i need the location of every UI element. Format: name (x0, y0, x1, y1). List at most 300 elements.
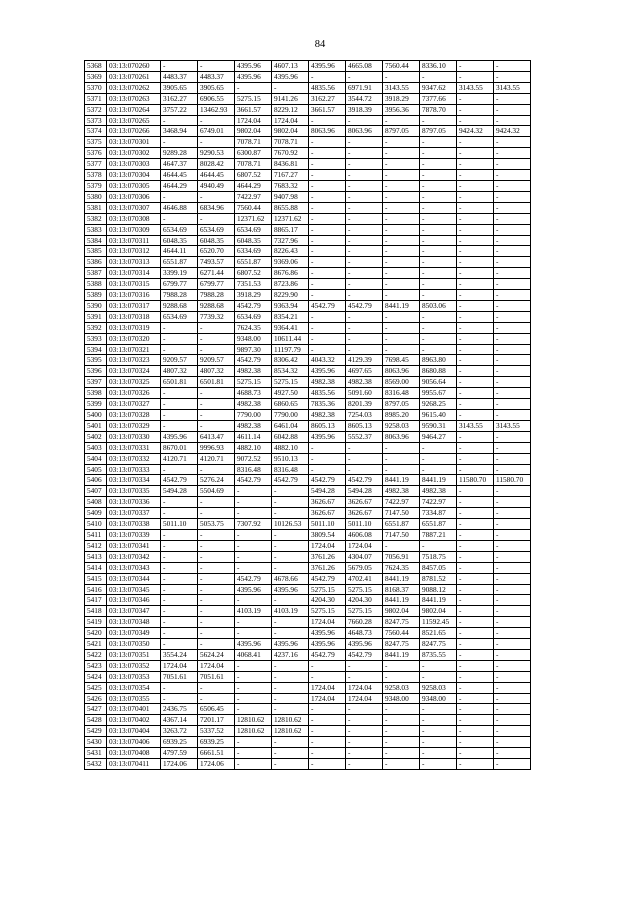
value-cell: - (494, 148, 531, 159)
value-cell: 4542.79 (235, 300, 272, 311)
value-cell: 6971.91 (346, 82, 383, 93)
value-cell: 4542.79 (346, 475, 383, 486)
value-cell: - (161, 682, 198, 693)
value-cell: - (309, 235, 346, 246)
value-cell: - (383, 759, 420, 770)
value-cell: - (272, 759, 309, 770)
value-cell: 6939.25 (161, 737, 198, 748)
value-cell: - (457, 715, 494, 726)
value-cell: - (457, 606, 494, 617)
value-cell: 8247.75 (383, 639, 420, 650)
value-cell: - (494, 431, 531, 442)
table-row (85, 573, 531, 584)
value-cell: 4835.56 (309, 388, 346, 399)
code-cell: 03:13:070336 (107, 497, 161, 508)
value-cell: - (346, 246, 383, 257)
row-number-cell: 5431 (85, 748, 107, 759)
value-cell: 6807.52 (235, 268, 272, 279)
table-row (85, 519, 531, 530)
value-cell: 8354.21 (272, 311, 309, 322)
value-cell: - (161, 322, 198, 333)
value-cell: 4483.37 (161, 71, 198, 82)
value-cell: 4606.08 (346, 529, 383, 540)
value-cell: 3162.27 (309, 93, 346, 104)
value-cell: 7790.00 (235, 410, 272, 421)
value-cell: - (346, 202, 383, 213)
row-number-cell: 5387 (85, 268, 107, 279)
value-cell: - (198, 61, 235, 72)
value-cell: 3956.36 (383, 104, 420, 115)
value-cell: 3626.67 (346, 497, 383, 508)
value-cell: 9288.68 (161, 300, 198, 311)
value-cell: - (198, 399, 235, 410)
value-cell: - (346, 464, 383, 475)
value-cell: - (346, 737, 383, 748)
value-cell: - (494, 628, 531, 639)
value-cell: - (457, 540, 494, 551)
row-number-cell: 5392 (85, 322, 107, 333)
value-cell: 8797.05 (383, 399, 420, 410)
value-cell: - (309, 759, 346, 770)
value-cell: - (457, 497, 494, 508)
value-cell: 7307.92 (235, 519, 272, 530)
row-number-cell: 5390 (85, 300, 107, 311)
value-cell: 4982.38 (420, 486, 457, 497)
value-cell: - (346, 671, 383, 682)
table-row (85, 61, 531, 72)
value-cell: - (457, 191, 494, 202)
table-row (85, 93, 531, 104)
value-cell: 7560.44 (383, 628, 420, 639)
value-cell: - (457, 562, 494, 573)
table-row (85, 682, 531, 693)
value-cell: - (346, 726, 383, 737)
value-cell: - (383, 715, 420, 726)
value-cell: - (235, 529, 272, 540)
value-cell: - (161, 595, 198, 606)
value-cell: 8441.19 (383, 475, 420, 486)
row-number-cell: 5380 (85, 191, 107, 202)
value-cell: 7078.71 (272, 137, 309, 148)
value-cell: 8569.00 (383, 377, 420, 388)
value-cell: 7201.17 (198, 715, 235, 726)
table-body (85, 61, 531, 770)
row-number-cell: 5420 (85, 628, 107, 639)
code-cell: 03:13:070265 (107, 115, 161, 126)
value-cell: - (198, 344, 235, 355)
row-number-cell: 5429 (85, 726, 107, 737)
row-number-cell: 5412 (85, 540, 107, 551)
table-row (85, 246, 531, 257)
value-cell: - (235, 508, 272, 519)
value-cell: 4982.38 (235, 366, 272, 377)
value-cell: - (346, 224, 383, 235)
value-cell: - (420, 257, 457, 268)
value-cell: - (161, 191, 198, 202)
table-row (85, 606, 531, 617)
code-cell: 03:13:070327 (107, 399, 161, 410)
value-cell: 5275.15 (309, 584, 346, 595)
table-row (85, 257, 531, 268)
value-cell: - (235, 682, 272, 693)
value-cell: 12371.62 (235, 213, 272, 224)
value-cell: 7670.92 (272, 148, 309, 159)
value-cell: - (309, 660, 346, 671)
value-cell: 7167.27 (272, 170, 309, 181)
value-cell: - (161, 213, 198, 224)
value-cell: - (457, 704, 494, 715)
code-cell: 03:13:070304 (107, 170, 161, 181)
value-cell: - (272, 529, 309, 540)
value-cell: - (235, 759, 272, 770)
value-cell: - (420, 290, 457, 301)
value-cell: 7988.28 (198, 290, 235, 301)
code-cell: 03:13:070318 (107, 311, 161, 322)
value-cell: 4395.96 (235, 61, 272, 72)
value-cell: - (494, 508, 531, 519)
value-cell: 9056.64 (420, 377, 457, 388)
value-cell: - (420, 268, 457, 279)
value-cell: - (198, 508, 235, 519)
value-cell: 11592.45 (420, 617, 457, 628)
value-cell: - (309, 191, 346, 202)
code-cell: 03:13:070261 (107, 71, 161, 82)
row-number-cell: 5418 (85, 606, 107, 617)
value-cell: 5275.15 (272, 377, 309, 388)
value-cell: - (198, 420, 235, 431)
value-cell: 1724.04 (272, 115, 309, 126)
value-cell: - (457, 279, 494, 290)
value-cell: 6534.69 (235, 311, 272, 322)
value-cell: - (272, 660, 309, 671)
value-cell: 8028.42 (198, 159, 235, 170)
value-cell: - (457, 366, 494, 377)
value-cell: - (457, 104, 494, 115)
value-cell: 8063.96 (383, 366, 420, 377)
value-cell: - (494, 235, 531, 246)
value-cell: 8063.96 (309, 126, 346, 137)
value-cell: - (198, 573, 235, 584)
value-cell: 4103.19 (272, 606, 309, 617)
value-cell: 4542.79 (235, 355, 272, 366)
value-cell: - (383, 148, 420, 159)
value-cell: - (198, 137, 235, 148)
value-cell: 5091.60 (346, 388, 383, 399)
value-cell: 4644.29 (235, 180, 272, 191)
value-cell: - (309, 71, 346, 82)
value-cell: 11580.70 (457, 475, 494, 486)
value-cell: - (420, 464, 457, 475)
value-cell: 9996.93 (198, 442, 235, 453)
code-cell: 03:13:070350 (107, 639, 161, 650)
value-cell: - (235, 82, 272, 93)
value-cell: - (457, 759, 494, 770)
value-cell: 6048.35 (198, 235, 235, 246)
value-cell: - (494, 246, 531, 257)
value-cell: - (457, 115, 494, 126)
value-cell: 2436.75 (161, 704, 198, 715)
value-cell: - (161, 344, 198, 355)
value-cell: 13462.93 (198, 104, 235, 115)
value-cell: 6939.25 (198, 737, 235, 748)
value-cell: - (457, 639, 494, 650)
value-cell: - (457, 170, 494, 181)
value-cell: - (346, 71, 383, 82)
code-cell: 03:13:070316 (107, 290, 161, 301)
value-cell: - (420, 279, 457, 290)
row-number-cell: 5406 (85, 475, 107, 486)
value-cell: - (494, 671, 531, 682)
value-cell: 4120.71 (198, 453, 235, 464)
value-cell: 3661.57 (235, 104, 272, 115)
value-cell: 8247.75 (420, 639, 457, 650)
value-cell: 4204.30 (309, 595, 346, 606)
code-cell: 03:13:070311 (107, 235, 161, 246)
row-number-cell: 5405 (85, 464, 107, 475)
value-cell: 3143.55 (494, 420, 531, 431)
value-cell: 8441.19 (420, 595, 457, 606)
value-cell: - (309, 279, 346, 290)
value-cell: 4204.30 (346, 595, 383, 606)
value-cell: - (494, 257, 531, 268)
value-cell: - (457, 431, 494, 442)
value-cell: 9288.68 (198, 300, 235, 311)
value-cell: 7422.97 (235, 191, 272, 202)
value-cell: 9802.04 (420, 606, 457, 617)
table-row (85, 290, 531, 301)
value-cell: - (309, 737, 346, 748)
value-cell: - (457, 290, 494, 301)
value-cell: - (383, 442, 420, 453)
value-cell: 7056.91 (383, 551, 420, 562)
value-cell: - (457, 693, 494, 704)
value-cell: - (309, 322, 346, 333)
value-cell: - (420, 170, 457, 181)
value-cell: - (161, 410, 198, 421)
code-cell: 03:13:070302 (107, 148, 161, 159)
value-cell: - (161, 551, 198, 562)
row-number-cell: 5402 (85, 431, 107, 442)
table-row (85, 180, 531, 191)
value-cell: 8436.81 (272, 159, 309, 170)
table-row (85, 715, 531, 726)
value-cell: 4542.79 (309, 649, 346, 660)
value-cell: - (198, 682, 235, 693)
value-cell: 5275.15 (309, 606, 346, 617)
value-cell: 9802.04 (235, 126, 272, 137)
value-cell: - (457, 442, 494, 453)
value-cell: - (494, 377, 531, 388)
value-cell: - (383, 257, 420, 268)
value-cell: - (457, 268, 494, 279)
value-cell: 8229.90 (272, 290, 309, 301)
value-cell: - (383, 322, 420, 333)
value-cell: - (235, 693, 272, 704)
value-cell: 6501.81 (161, 377, 198, 388)
value-cell: 10611.44 (272, 333, 309, 344)
value-cell: - (161, 420, 198, 431)
value-cell: - (494, 442, 531, 453)
code-cell: 03:13:070343 (107, 562, 161, 573)
value-cell: 4395.96 (235, 584, 272, 595)
value-cell: 4835.56 (309, 82, 346, 93)
value-cell: - (420, 246, 457, 257)
code-cell: 03:13:070262 (107, 82, 161, 93)
value-cell: 12810.62 (235, 715, 272, 726)
value-cell: 6048.35 (235, 235, 272, 246)
value-cell: - (309, 671, 346, 682)
table-row (85, 344, 531, 355)
value-cell: - (420, 715, 457, 726)
table-row (85, 726, 531, 737)
value-cell: 3143.55 (383, 82, 420, 93)
value-cell: 4882.10 (235, 442, 272, 453)
row-number-cell: 5409 (85, 508, 107, 519)
value-cell: - (420, 333, 457, 344)
value-cell: - (457, 388, 494, 399)
value-cell: 8797.05 (383, 126, 420, 137)
value-cell: 8316.48 (383, 388, 420, 399)
table-row (85, 126, 531, 137)
row-number-cell: 5395 (85, 355, 107, 366)
value-cell: 12810.62 (272, 715, 309, 726)
value-cell: 6520.70 (198, 246, 235, 257)
value-cell: 12810.62 (235, 726, 272, 737)
value-cell: 4395.96 (346, 639, 383, 650)
value-cell: 4644.11 (161, 246, 198, 257)
value-cell: - (383, 671, 420, 682)
value-cell: 9464.27 (420, 431, 457, 442)
value-cell: 11197.79 (272, 344, 309, 355)
value-cell: 9615.40 (420, 410, 457, 421)
value-cell: 1724.04 (309, 693, 346, 704)
value-cell: 7683.32 (272, 180, 309, 191)
value-cell: - (494, 213, 531, 224)
value-cell: 4542.79 (309, 573, 346, 584)
value-cell: - (457, 464, 494, 475)
value-cell: - (420, 235, 457, 246)
value-cell: 7493.57 (198, 257, 235, 268)
code-cell: 03:13:070301 (107, 137, 161, 148)
value-cell: 5494.28 (161, 486, 198, 497)
value-cell: 8503.06 (420, 300, 457, 311)
value-cell: 4927.50 (272, 388, 309, 399)
value-cell: 4982.38 (383, 486, 420, 497)
table-row (85, 453, 531, 464)
code-cell: 03:13:070328 (107, 410, 161, 421)
code-cell: 03:13:070401 (107, 704, 161, 715)
value-cell: - (309, 311, 346, 322)
row-number-cell: 5408 (85, 497, 107, 508)
value-cell: 4395.96 (309, 61, 346, 72)
table-row (85, 486, 531, 497)
value-cell: 4702.41 (346, 573, 383, 584)
table-row (85, 540, 531, 551)
row-number-cell: 5413 (85, 551, 107, 562)
value-cell: - (161, 606, 198, 617)
value-cell: 4542.79 (346, 300, 383, 311)
value-cell: 7878.70 (420, 104, 457, 115)
code-cell: 03:13:070263 (107, 93, 161, 104)
value-cell: - (272, 551, 309, 562)
value-cell: - (420, 137, 457, 148)
value-cell: - (309, 333, 346, 344)
value-cell: - (494, 573, 531, 584)
value-cell: - (346, 748, 383, 759)
value-cell: - (198, 606, 235, 617)
value-cell: - (494, 344, 531, 355)
value-cell: 4395.96 (235, 639, 272, 650)
value-cell: 4648.73 (346, 628, 383, 639)
value-cell: - (383, 464, 420, 475)
value-cell: - (494, 606, 531, 617)
value-cell: - (161, 137, 198, 148)
value-cell: - (457, 671, 494, 682)
code-cell: 03:13:070325 (107, 377, 161, 388)
value-cell: 1724.04 (346, 540, 383, 551)
value-cell: 6271.44 (198, 268, 235, 279)
code-cell: 03:13:070352 (107, 660, 161, 671)
value-cell: - (235, 660, 272, 671)
code-cell: 03:13:070349 (107, 628, 161, 639)
value-cell: 4304.07 (346, 551, 383, 562)
value-cell: - (235, 671, 272, 682)
value-cell: 7518.75 (420, 551, 457, 562)
table-row (85, 584, 531, 595)
value-cell: - (383, 333, 420, 344)
value-cell: - (161, 497, 198, 508)
value-cell: 7078.71 (235, 159, 272, 170)
value-cell: - (346, 333, 383, 344)
code-cell: 03:13:070404 (107, 726, 161, 737)
value-cell: - (161, 573, 198, 584)
value-cell: 3626.67 (309, 497, 346, 508)
code-cell: 03:13:070348 (107, 617, 161, 628)
value-cell: - (420, 540, 457, 551)
value-cell: 9348.00 (235, 333, 272, 344)
value-cell: - (346, 311, 383, 322)
page-number: 84 (314, 39, 326, 50)
value-cell: - (346, 170, 383, 181)
value-cell: - (494, 693, 531, 704)
table-row (85, 464, 531, 475)
value-cell: 4395.96 (272, 639, 309, 650)
value-cell: 7078.71 (235, 137, 272, 148)
value-cell: - (309, 442, 346, 453)
value-cell: - (346, 344, 383, 355)
value-cell: - (309, 464, 346, 475)
value-cell: 1724.06 (198, 759, 235, 770)
value-cell: - (161, 333, 198, 344)
value-cell: - (309, 170, 346, 181)
table-row (85, 213, 531, 224)
value-cell: 4043.32 (309, 355, 346, 366)
value-cell: 4395.96 (272, 71, 309, 82)
value-cell: - (235, 737, 272, 748)
row-number-cell: 5424 (85, 671, 107, 682)
row-number-cell: 5411 (85, 529, 107, 540)
table-row (85, 497, 531, 508)
value-cell: 8534.32 (272, 366, 309, 377)
value-cell: 8655.88 (272, 202, 309, 213)
value-cell: - (309, 224, 346, 235)
table-row (85, 366, 531, 377)
value-cell: 9369.06 (272, 257, 309, 268)
value-cell: - (494, 704, 531, 715)
value-cell: - (420, 660, 457, 671)
value-cell: - (420, 180, 457, 191)
value-cell: - (346, 660, 383, 671)
